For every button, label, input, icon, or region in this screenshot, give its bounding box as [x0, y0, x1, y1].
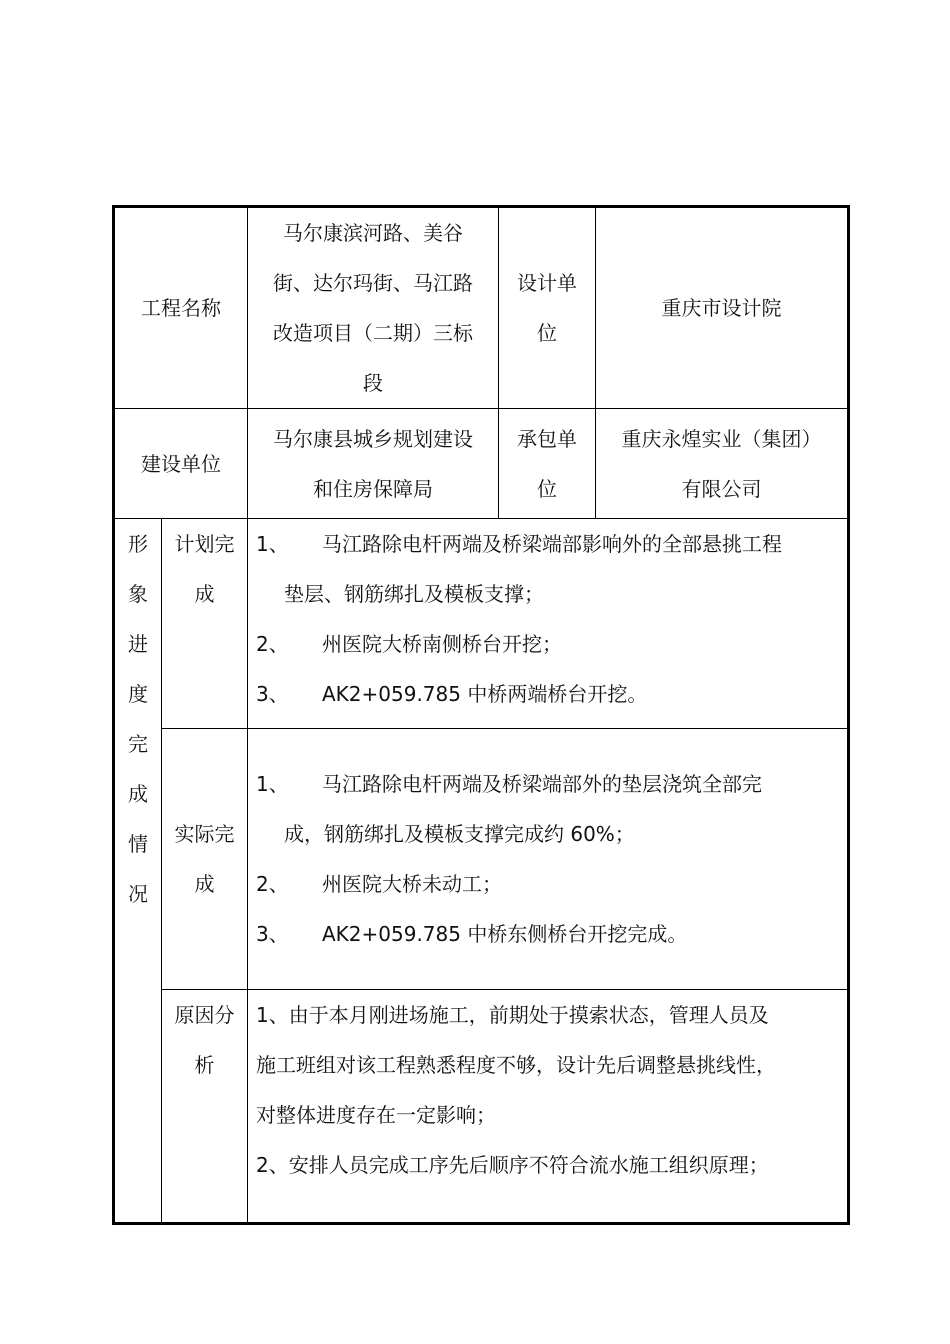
plan-item-text: AK2+059.785 中桥两端桥台开挖。	[322, 682, 648, 706]
actual-item-2	[256, 859, 841, 909]
plan-item-num: 1、	[256, 532, 289, 556]
plan-item-text: 州医院大桥南侧桥台开挖；	[322, 632, 562, 656]
progress-section-char: 成	[128, 782, 148, 806]
progress-section-char: 度	[128, 682, 148, 706]
actual-item-num: 1、	[256, 772, 289, 796]
analysis-label	[162, 990, 248, 1224]
analysis-label-line: 析	[194, 1053, 215, 1077]
design-unit-label-line: 位	[537, 321, 557, 345]
contractor-value	[596, 409, 849, 519]
plan-item-1	[256, 519, 841, 569]
contractor-value-line: 重庆永煌实业（集团）	[621, 426, 822, 451]
analysis-content	[248, 990, 849, 1224]
plan-content	[248, 519, 849, 729]
plan-item-text: 马江路除电杆两端及桥梁端部影响外的全部悬挑工程	[322, 532, 782, 556]
contractor-value-line: 有限公司	[681, 476, 762, 501]
project-name-line: 马尔康滨河路、美谷	[283, 221, 463, 245]
actual-item-num: 2、	[256, 872, 289, 896]
analysis-line: 2、安排人员完成工序先后顺序不符合流水施工组织原理；	[256, 1153, 769, 1177]
progress-section-char: 进	[128, 632, 148, 656]
plan-item-1-cont: 垫层、钢筋绑扎及模板支撑；	[284, 582, 544, 606]
analysis-line: 对整体进度存在一定影响；	[256, 1103, 496, 1127]
analysis-line: 1、由于本月刚进场施工，前期处于摸索状态，管理人员及	[256, 1003, 769, 1027]
project-name-label: 工程名称	[114, 207, 248, 409]
contractor-label	[499, 409, 596, 519]
progress-report-table	[112, 205, 850, 1225]
progress-section-char: 象	[128, 582, 148, 606]
project-name-line: 改造项目（二期）三标	[273, 321, 473, 345]
actual-item-1-cont: 成，钢筋绑扎及模板支撑完成约 60%；	[284, 822, 635, 846]
contractor-label-line: 位	[537, 476, 557, 501]
owner-label: 建设单位	[114, 409, 248, 519]
progress-section-char: 形	[128, 532, 148, 556]
design-unit-label	[499, 207, 596, 409]
project-name-line: 段	[363, 371, 383, 395]
plan-label-line: 成	[194, 582, 215, 606]
plan-item-3	[256, 669, 841, 719]
actual-content	[248, 729, 849, 990]
project-name-value	[248, 207, 499, 409]
owner-value	[248, 409, 499, 519]
progress-section-char: 况	[128, 882, 148, 906]
actual-item-1	[256, 759, 841, 809]
actual-item-3	[256, 909, 841, 959]
plan-label	[162, 519, 248, 729]
progress-section-char: 完	[128, 732, 148, 756]
analysis-label-line: 原因分	[174, 1003, 235, 1027]
project-name-line: 街、达尔玛街、马江路	[273, 271, 473, 295]
actual-item-text: AK2+059.785 中桥东侧桥台开挖完成。	[322, 922, 688, 946]
actual-item-text: 州医院大桥未动工；	[322, 872, 502, 896]
plan-item-2	[256, 619, 841, 669]
progress-section-label	[114, 519, 162, 1224]
plan-item-num: 3、	[256, 682, 289, 706]
plan-item-num: 2、	[256, 632, 289, 656]
analysis-line: 施工班组对该工程熟悉程度不够，设计先后调整悬挑线性，	[256, 1053, 776, 1077]
owner-value-line: 马尔康县城乡规划建设	[273, 426, 473, 451]
plan-label-line: 计划完	[174, 532, 235, 556]
progress-section-char: 情	[128, 832, 148, 856]
contractor-label-line: 承包单	[517, 426, 577, 451]
design-unit-value: 重庆市设计院	[596, 207, 849, 409]
actual-label-line: 成	[194, 872, 215, 896]
design-unit-label-line: 设计单	[517, 271, 577, 295]
actual-label	[162, 729, 248, 990]
owner-value-line: 和住房保障局	[313, 476, 433, 501]
actual-item-text: 马江路除电杆两端及桥梁端部外的垫层浇筑全部完	[322, 772, 762, 796]
actual-label-line: 实际完	[174, 822, 235, 846]
actual-item-num: 3、	[256, 922, 289, 946]
